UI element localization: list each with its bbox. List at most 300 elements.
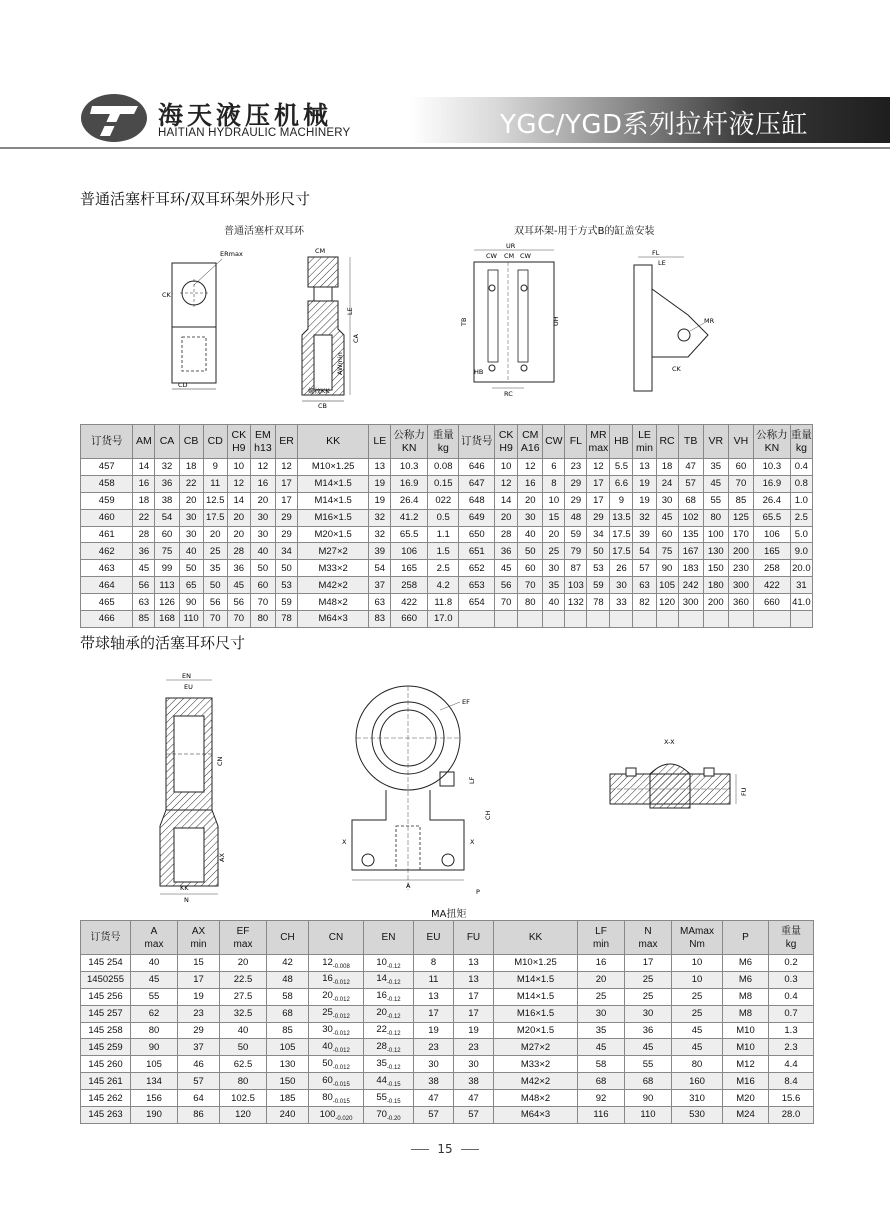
table-header-cell <box>454 921 494 955</box>
table-row <box>81 1073 814 1090</box>
table-cell: 68 <box>267 1005 309 1022</box>
table-cell: 47 <box>414 1090 454 1107</box>
table-cell: 17 <box>587 492 610 509</box>
table-cell: 68 <box>625 1073 672 1090</box>
n-label: N <box>184 896 189 904</box>
table-cell: 60 <box>250 577 275 594</box>
table-cell: 200 <box>703 594 728 611</box>
table-cell: 30 <box>179 509 203 526</box>
table-cell: 25 <box>578 988 625 1005</box>
table-cell: M24 <box>723 1107 769 1124</box>
table-header-cell <box>625 921 672 955</box>
table-header-cell <box>656 425 678 459</box>
table-cell: M10×1.25 <box>494 955 578 972</box>
header-text: 公称力 <box>393 428 425 441</box>
table-cell: 6.6 <box>610 475 633 492</box>
ck2-label: CK <box>672 365 681 373</box>
table-header-cell <box>728 425 753 459</box>
table-cell: 16 <box>578 955 625 972</box>
table-cell: 80 <box>672 1056 723 1073</box>
table-cell: 125 <box>728 509 753 526</box>
table-cell: 0.15 <box>428 475 459 492</box>
table-cell: 27.5 <box>220 988 267 1005</box>
table-cell: 35 <box>703 459 728 476</box>
table-cell: 45 <box>703 475 728 492</box>
header-text: CW <box>545 435 563 447</box>
table-header-cell <box>678 425 703 459</box>
table-cell: 13 <box>414 988 454 1005</box>
table-cell <box>587 611 610 628</box>
table-cell: 62.5 <box>220 1056 267 1073</box>
table-cell: 1.0 <box>790 492 812 509</box>
clevis-bracket-side-drawing <box>628 245 728 395</box>
table-cell: 90 <box>625 1090 672 1107</box>
table-cell: 145 257 <box>81 1005 131 1022</box>
table-cell: 85 <box>728 492 753 509</box>
tolerance-text: -0.012 <box>332 980 350 987</box>
table-cell: 83 <box>369 611 391 628</box>
table-cell: 170 <box>728 526 753 543</box>
table-cell: 19 <box>633 492 656 509</box>
clevis-bracket-front-drawing <box>462 240 562 400</box>
table-cell: 70 <box>227 611 250 628</box>
table-cell: 16.9 <box>754 475 791 492</box>
table-cell: 70 <box>728 475 753 492</box>
table-row <box>81 459 813 476</box>
table-cell: 135 <box>678 526 703 543</box>
table-cell: 13.5 <box>610 509 633 526</box>
table-row <box>81 543 813 560</box>
table-cell: 40 <box>131 955 178 972</box>
x-left-label: X <box>342 838 347 846</box>
table-cell: 26.4 <box>754 492 791 509</box>
table-cell: 19 <box>454 1022 494 1039</box>
brand-name-en: HAITIAN HYDRAULIC MACHINERY <box>158 127 351 139</box>
table-row <box>81 1056 814 1073</box>
table-cell: 29 <box>275 526 297 543</box>
table-cell: 14 <box>495 492 518 509</box>
table-cell: 53 <box>587 560 610 577</box>
en-label: EN <box>182 672 191 680</box>
hb-label: HB <box>474 368 484 376</box>
table-header-cell <box>309 921 364 955</box>
table-row <box>81 988 814 1005</box>
ur-label: UR <box>506 242 516 250</box>
table-cell: 18 <box>133 492 155 509</box>
table-cell: 16 <box>250 475 275 492</box>
table-cell: 13 <box>369 459 391 476</box>
table-cell: 150 <box>267 1073 309 1090</box>
header-text: MAmax <box>680 925 714 937</box>
table-row <box>81 526 813 543</box>
table-cell: 530 <box>672 1107 723 1124</box>
x-right-label: X <box>470 838 475 846</box>
table-cell: 160 <box>672 1073 723 1090</box>
table-cell: 63 <box>633 577 656 594</box>
table-cell: 145 256 <box>81 988 131 1005</box>
table-cell: 300 <box>678 594 703 611</box>
table-cell: 90 <box>131 1039 178 1056</box>
table-cell: 464 <box>81 577 133 594</box>
table-cell: 40 <box>220 1022 267 1039</box>
table-cell: 30 <box>414 1056 454 1073</box>
header-text: h13 <box>254 441 272 454</box>
table-cell: 28 <box>227 543 250 560</box>
table-cell: 422 <box>754 577 791 594</box>
table-cell: 23 <box>454 1039 494 1056</box>
table-cell: 165 <box>391 560 428 577</box>
table-cell: 58 <box>578 1056 625 1073</box>
table-cell: 17.0 <box>428 611 459 628</box>
table-cell: 11.8 <box>428 594 459 611</box>
table-cell: 80 <box>518 594 543 611</box>
table-cell: M42×2 <box>494 1073 578 1090</box>
table-cell: 649 <box>459 509 495 526</box>
header-text: LF <box>595 925 607 937</box>
table-cell: 105 <box>656 577 678 594</box>
tolerance-text: -0.15 <box>386 1081 401 1088</box>
table-cell: 103 <box>565 577 587 594</box>
table-header-cell <box>494 921 578 955</box>
table-cell: 45 <box>133 560 155 577</box>
table-cell: 54 <box>633 543 656 560</box>
table-row <box>81 1090 814 1107</box>
table-header-cell <box>459 425 495 459</box>
tolerance-text: -0.020 <box>335 1115 353 1122</box>
table-cell: M14×1.5 <box>298 475 369 492</box>
table-cell: 120 <box>220 1107 267 1124</box>
table-cell: 38 <box>454 1073 494 1090</box>
table-cell: 59 <box>565 526 587 543</box>
table-cell: $25_{-0.012}$ <box>309 1005 364 1022</box>
table-cell: 120 <box>656 594 678 611</box>
p-label: P <box>476 888 480 896</box>
table-header-cell <box>133 425 155 459</box>
eu-label: EU <box>184 683 193 691</box>
table-cell: 10 <box>672 971 723 988</box>
table-cell: 1.5 <box>428 543 459 560</box>
table-cell: 25 <box>625 971 672 988</box>
table-cell: 25 <box>203 543 227 560</box>
ca-label: CA <box>352 334 360 343</box>
table-cell: 19 <box>414 1022 454 1039</box>
page-footer <box>0 1142 890 1156</box>
table-cell: 145 258 <box>81 1022 131 1039</box>
table-cell: 24 <box>656 475 678 492</box>
table-cell: 63 <box>369 594 391 611</box>
table-cell: 130 <box>703 543 728 560</box>
table-cell: 40 <box>179 543 203 560</box>
table-cell: 46 <box>178 1056 220 1073</box>
table-cell: 63 <box>133 594 155 611</box>
table-cell: 17.5 <box>610 543 633 560</box>
table-cell: 360 <box>728 594 753 611</box>
table-cell: 23 <box>178 1005 220 1022</box>
table-cell: 29 <box>275 509 297 526</box>
table-cell: 130 <box>267 1056 309 1073</box>
table-cell <box>703 611 728 628</box>
table-cell: 20 <box>543 526 565 543</box>
header-text: MR <box>590 428 607 441</box>
table-cell: 12 <box>227 475 250 492</box>
ax-label: AX <box>218 853 226 862</box>
cn-label: CN <box>216 756 224 766</box>
table-cell: M20 <box>723 1090 769 1107</box>
table-cell: 37 <box>178 1039 220 1056</box>
table-cell: 8.4 <box>769 1073 814 1090</box>
table-cell: 80 <box>220 1073 267 1090</box>
table-cell: 12 <box>518 459 543 476</box>
table-cell: 12 <box>275 459 297 476</box>
tolerance-text: -0.012 <box>332 997 350 1004</box>
cd-label: CD <box>178 381 188 389</box>
table-cell: 70 <box>250 594 275 611</box>
table-cell: 57 <box>178 1073 220 1090</box>
table-cell: $100_{-0.020}$ <box>309 1107 364 1124</box>
header-text: CN <box>328 932 344 943</box>
table-cell: 31 <box>790 577 812 594</box>
header-text: max <box>638 938 658 950</box>
table-cell: M48×2 <box>298 594 369 611</box>
table-cell <box>633 611 656 628</box>
table-cell: 647 <box>459 475 495 492</box>
table-cell: 0.4 <box>790 459 812 476</box>
header-text: Nm <box>689 938 705 950</box>
table-cell: 50 <box>587 543 610 560</box>
table-cell: 0.3 <box>769 971 814 988</box>
table-cell: $16_{-0.012}$ <box>309 971 364 988</box>
table-cell: 258 <box>391 577 428 594</box>
table-header-cell <box>81 425 133 459</box>
header-text: CA <box>159 435 175 447</box>
table-cell: 65.5 <box>391 526 428 543</box>
table-cell: 0.8 <box>790 475 812 492</box>
table-cell: 47 <box>678 459 703 476</box>
table-header-cell <box>179 425 203 459</box>
table-cell: 48 <box>267 971 309 988</box>
table-cell: 45 <box>656 509 678 526</box>
table-row <box>81 611 813 628</box>
header-text: A <box>150 925 158 937</box>
table-cell: 13 <box>633 459 656 476</box>
table-cell: 646 <box>459 459 495 476</box>
table-header-cell <box>495 425 518 459</box>
table-cell: 33 <box>610 594 633 611</box>
tolerance-text: -0.008 <box>332 963 350 970</box>
table-cell: 41.2 <box>391 509 428 526</box>
table-cell: 59 <box>587 577 610 594</box>
table-cell: 23 <box>565 459 587 476</box>
brand-name-cn: 海天液压机械 <box>158 101 333 130</box>
tolerance-text: -0.015 <box>332 1081 350 1088</box>
table-cell: 106 <box>391 543 428 560</box>
table-header-cell <box>790 425 812 459</box>
table-cell: 458 <box>81 475 133 492</box>
table-cell: 42 <box>267 955 309 972</box>
table-cell: 60 <box>656 526 678 543</box>
tolerance-text: -0.12 <box>386 980 401 987</box>
le2-label: LE <box>658 259 666 267</box>
table-cell: 30 <box>454 1056 494 1073</box>
table-cell: 34 <box>275 543 297 560</box>
table-header-cell <box>275 425 297 459</box>
header-text: kg <box>795 441 807 454</box>
table-cell: 22.5 <box>220 971 267 988</box>
kk-thread-label: 螺纹KK <box>308 387 330 395</box>
le-label: LE <box>346 307 354 315</box>
table-cell: 32 <box>369 509 391 526</box>
tolerance-text: -0.12 <box>386 997 401 1004</box>
table-cell: 54 <box>155 509 179 526</box>
table-cell: 35 <box>203 560 227 577</box>
table-cell <box>678 611 703 628</box>
table-cell: 0.08 <box>428 459 459 476</box>
table-cell: 17 <box>454 1005 494 1022</box>
header-text: CM <box>522 428 539 441</box>
table-cell: 20 <box>227 509 250 526</box>
table-header-cell <box>754 425 791 459</box>
table-cell: 29 <box>565 475 587 492</box>
header-text: EU <box>426 932 441 943</box>
table-cell <box>543 611 565 628</box>
header-text: VR <box>708 435 724 447</box>
table-cell: 70 <box>495 594 518 611</box>
table-cell: 38 <box>155 492 179 509</box>
table-cell: 28.0 <box>769 1107 814 1124</box>
table-cell: 65 <box>179 577 203 594</box>
table-header-cell <box>267 921 309 955</box>
tolerance-text: -0.15 <box>386 1098 401 1105</box>
table-header-cell <box>703 425 728 459</box>
table-cell: 45 <box>625 1039 672 1056</box>
table-cell: M8 <box>723 1005 769 1022</box>
table-cell: 29 <box>565 492 587 509</box>
table-cell: 12 <box>495 475 518 492</box>
tolerance-text: -0.012 <box>332 1064 350 1071</box>
table-cell: 30 <box>656 492 678 509</box>
rod-eye-front-drawing <box>162 245 242 405</box>
table-cell: 145 254 <box>81 955 131 972</box>
table-cell: 17.5 <box>610 526 633 543</box>
torque-caption: MA扭矩 <box>431 909 467 920</box>
ef-label: EF <box>462 698 470 706</box>
table-cell: M12 <box>723 1056 769 1073</box>
table-cell <box>656 611 678 628</box>
table-cell: $16_{-0.12}$ <box>364 988 414 1005</box>
rc-label: RC <box>504 390 513 398</box>
table-cell: 10 <box>543 492 565 509</box>
table-cell: 32 <box>369 526 391 543</box>
table-header-row <box>81 921 814 955</box>
table-cell: 022 <box>428 492 459 509</box>
table-row <box>81 1022 814 1039</box>
table-cell: 8 <box>543 475 565 492</box>
table-cell: 14 <box>133 459 155 476</box>
table-cell: 68 <box>678 492 703 509</box>
table-cell: 75 <box>656 543 678 560</box>
header-text: max <box>144 938 164 950</box>
header-text: kg <box>437 441 449 454</box>
table-header-cell <box>587 425 610 459</box>
cm-label: CM <box>315 247 326 255</box>
table-cell: 45 <box>672 1039 723 1056</box>
table-cell: 62 <box>131 1005 178 1022</box>
table-cell: 180 <box>703 577 728 594</box>
table-cell: 45 <box>495 560 518 577</box>
table-cell: 20 <box>179 492 203 509</box>
cm2-label: CM <box>504 252 515 260</box>
table-cell: 57 <box>414 1107 454 1124</box>
table-cell: 56 <box>203 594 227 611</box>
table-cell: 20.0 <box>790 560 812 577</box>
table-cell: 86 <box>178 1107 220 1124</box>
table-cell: 5.0 <box>790 526 812 543</box>
table-header-cell <box>250 425 275 459</box>
table-cell: 110 <box>625 1107 672 1124</box>
header-text: LE <box>373 435 387 447</box>
table-cell: 36 <box>155 475 179 492</box>
table-cell: 85 <box>267 1022 309 1039</box>
table-cell: 38 <box>414 1073 454 1090</box>
tolerance-text: -0.12 <box>386 963 401 970</box>
table-cell: 25 <box>672 988 723 1005</box>
table-cell: 57 <box>678 475 703 492</box>
table-cell: 106 <box>754 526 791 543</box>
table-cell: 45 <box>131 971 178 988</box>
table-cell: 78 <box>587 594 610 611</box>
table-cell: M14×1.5 <box>494 988 578 1005</box>
table-cell: 190 <box>131 1107 178 1124</box>
table-cell: 463 <box>81 560 133 577</box>
table-cell: 80 <box>703 509 728 526</box>
table-cell: 660 <box>391 611 428 628</box>
table-row <box>81 1107 814 1124</box>
table-cell: $10_{-0.12}$ <box>364 955 414 972</box>
table-cell <box>754 611 791 628</box>
table-cell: 26.4 <box>391 492 428 509</box>
header-text: KK <box>326 435 341 447</box>
cw-label: CW <box>486 252 497 260</box>
table-header-cell <box>369 425 391 459</box>
table-header-cell <box>428 425 459 459</box>
table-cell: 422 <box>391 594 428 611</box>
table-cell: 29 <box>587 509 610 526</box>
lf-label: LF <box>468 776 476 784</box>
header-text: A16 <box>520 441 540 454</box>
table-cell: 32 <box>633 509 656 526</box>
footer-dash-left <box>411 1149 429 1150</box>
header-text: 重量 <box>790 428 812 441</box>
table-header-cell <box>518 425 543 459</box>
table-cell: 12 <box>250 459 275 476</box>
table-cell: 466 <box>81 611 133 628</box>
table-cell: M10 <box>723 1039 769 1056</box>
table-cell: 461 <box>81 526 133 543</box>
table-cell: 28 <box>133 526 155 543</box>
table-cell: M8 <box>723 988 769 1005</box>
table-cell: 240 <box>267 1107 309 1124</box>
header-text: KN <box>764 441 780 454</box>
table-cell: 82 <box>633 594 656 611</box>
table-cell: $12_{-0.008}$ <box>309 955 364 972</box>
table-row <box>81 955 814 972</box>
table-cell: 25 <box>672 1005 723 1022</box>
table-row <box>81 971 814 988</box>
table-cell: 56 <box>495 577 518 594</box>
table-cell: 75 <box>155 543 179 560</box>
table-header-cell <box>543 425 565 459</box>
table-cell <box>728 611 753 628</box>
